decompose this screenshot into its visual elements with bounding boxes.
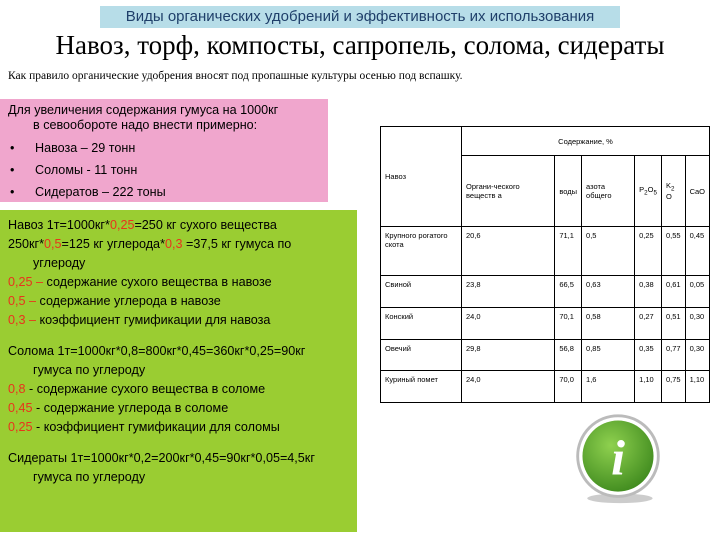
straw-legend-dry (8, 380, 349, 399)
table-cell: 71,1 (555, 227, 582, 276)
table-header-content: Содержание, % (462, 127, 710, 156)
text: =250 кг сухого вещества (134, 218, 277, 232)
table-cell: 1,10 (685, 371, 709, 403)
table-cell: 0,25 (635, 227, 662, 276)
page-subtitle: Как правило органические удобрения вносят под пропашные культуры осенью под вспашку. (8, 70, 463, 82)
straw-calc-line: Солома 1т=1000кг*0,8=800кг*0,45=360кг*0,25=90кг (8, 344, 306, 358)
table-cell: 0,45 (685, 227, 709, 276)
siderate-calc-line: Сидераты 1т=1000кг*0,2=200кг*0,45=90кг*0,05=4,5кг (8, 451, 315, 465)
text: =125 кг углерода* (61, 237, 165, 251)
text: =37,5 кг гумуса по (182, 237, 292, 251)
straw-calc-line-cont: гумуса по углероду (33, 363, 146, 377)
table-cell: Куриный помет (381, 371, 462, 403)
info-glyph: i (611, 430, 625, 486)
table-cell: 0,38 (635, 276, 662, 308)
table-header-cell: воды (555, 156, 582, 227)
table-cell: 0,85 (582, 339, 635, 371)
text: 250кг* (8, 237, 45, 251)
text: - содержание углерода в соломе (32, 401, 229, 415)
straw-legend-humification (8, 418, 349, 437)
banner: Виды органических удобрений и эффективность их использования (100, 6, 620, 28)
intro-line-1: Для увеличения содержания гумуса на 1000кг (8, 103, 279, 117)
text: коэффициент гумификации для навоза (39, 313, 271, 327)
table-cell: 0,63 (582, 276, 635, 308)
table-cell: 0,77 (661, 339, 685, 371)
text: - коэффициент гумификации для соломы (32, 420, 280, 434)
table-cell: Крупного рогатого скота (381, 227, 462, 276)
info-icon (570, 410, 666, 506)
manure-carbon-line (8, 235, 349, 254)
table-cell: 0,30 (685, 308, 709, 340)
humus-requirements-box (0, 99, 328, 202)
table-header-cell: $P_2O_5$ (635, 156, 662, 227)
table-header-cell: Органи-ческого веществ а (462, 156, 555, 227)
highlight-value: 0,3 (164, 237, 183, 251)
table-cell: 0,75 (661, 371, 685, 403)
table-cell: 0,35 (635, 339, 662, 371)
highlight-value: 0,25 – (8, 275, 47, 289)
table-header-cell: $K_2$ O (661, 156, 685, 227)
table-cell: 0,51 (661, 308, 685, 340)
table-header-cell: азота общего (582, 156, 635, 227)
table-cell: 0,27 (635, 308, 662, 340)
table-row (381, 339, 710, 371)
table-cell: 0,58 (582, 308, 635, 340)
table-cell: 70,0 (555, 371, 582, 403)
table-cell: 56,8 (555, 339, 582, 371)
table-cell: 0,05 (685, 276, 709, 308)
page-title: Навоз, торф, компосты, сапропель, солома, сидераты (55, 30, 665, 60)
table-cell: Свиной (381, 276, 462, 308)
highlight-value: 0,5 – (8, 294, 40, 308)
calculation-box (0, 210, 357, 532)
table-header-manure: Навоз (381, 127, 462, 227)
humus-intro (8, 103, 320, 133)
table-cell: 29,8 (462, 339, 555, 371)
table-cell: Конский (381, 308, 462, 340)
table-row (381, 227, 710, 276)
table-row (381, 371, 710, 403)
text: Навоз 1т=1000кг* (8, 218, 110, 232)
list-item: • Сидератов – 222 тоны (8, 181, 320, 203)
text: содержание сухого вещества в навозе (46, 275, 272, 289)
table-cell: 0,30 (685, 339, 709, 371)
table-cell: 1,10 (635, 371, 662, 403)
legend-humification (8, 311, 349, 330)
highlight-value: 0,45 (8, 401, 33, 415)
table-cell: 0,5 (582, 227, 635, 276)
intro-line-2: в севообороте надо внести примерно: (33, 118, 258, 132)
table-cell: 0,55 (661, 227, 685, 276)
table-cell: 24,0 (462, 371, 555, 403)
legend-carbon (8, 292, 349, 311)
table-cell: 23,8 (462, 276, 555, 308)
siderate-calc-line-cont: гумуса по углероду (33, 470, 146, 484)
text: - содержание сухого вещества в соломе (25, 382, 266, 396)
straw-legend-carbon (8, 399, 349, 418)
table-cell: 24,0 (462, 308, 555, 340)
table-row (381, 276, 710, 308)
manure-carbon-line-cont: углероду (33, 256, 86, 270)
table-cell: 70,1 (555, 308, 582, 340)
table-row (381, 308, 710, 340)
text: содержание углерода в навозе (39, 294, 221, 308)
table-cell: 0,61 (661, 276, 685, 308)
list-item: • Соломы - 11 тонн (8, 159, 320, 181)
highlight-value: 0,8 (8, 382, 26, 396)
table-cell: Овечий (381, 339, 462, 371)
table-cell: 20,6 (462, 227, 555, 276)
highlight-value: 0,25 (8, 420, 33, 434)
manure-calc-line (8, 216, 349, 235)
legend-dry-matter (8, 273, 349, 292)
table-header-cell: CaO (685, 156, 709, 227)
list-item: • Навоза – 29 тонн (8, 137, 320, 159)
table-cell: 1,6 (582, 371, 635, 403)
highlight-value: 0,3 – (8, 313, 40, 327)
manure-composition-table (380, 126, 710, 403)
highlight-value: 0,25 (109, 218, 135, 232)
table-cell: 66,5 (555, 276, 582, 308)
highlight-value: 0,5 (44, 237, 62, 251)
requirements-list (8, 137, 320, 203)
